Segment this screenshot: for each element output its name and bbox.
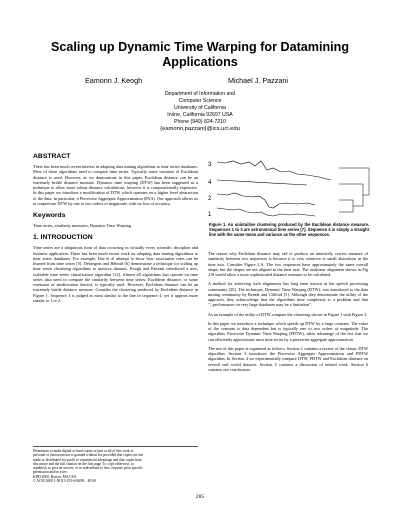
abstract-heading: ABSTRACT [33,153,71,160]
affiliation-block [120,91,280,133]
figure-label-2: 2 [208,196,212,202]
permission-line: permission and/or a fee. [33,470,68,475]
left-column [33,153,198,307]
permission-line: republish, to post on servers, or to redistribute to lists, requires prior specific [33,466,143,471]
abstract-text: There has been much recent interest in adapting data mining algorithms to time series databases. Most of these algorithms need to compare time series. Typically some variation of Euclidean distance is used. However, as we demonstrate in this paper, Euclidean distance can be an extremely brittle distance measure. Dynamic time warping (DTW) has been suggested as a technique to allow more robust distance calculations, however it is computationally expensive. In this paper we introduce a modification of DTW which operates on a higher level abstraction of the data, in particular, a Piecewise Aggregate Approximation (PAA). Our approach allows us to outperform DTW by one to two orders of magnitude, with no loss of accuracy. [33,164,198,206]
series-1-line [217,208,315,216]
affiliation-email: {eamonn,pazzani}@ics.uci.edu [160,126,240,132]
copyright-line: © ACM 2000 1-58113-253-6/00/08 ...$5.00 [33,479,96,484]
permission-line: this notice and the full citation on the first page. To copy otherwise, to [33,461,134,466]
permission-line: made or distributed for profit or commercial advantage and that copies bear [33,457,142,462]
affiliation-phone: Phone (949) 824-7210 [174,119,226,125]
series-2-line [217,193,315,208]
permission-notice [33,446,198,483]
right-paragraph-5: The rest of this paper is organized as follows. Section 2 contains a review of the classic DTW algorithm. Section 3 introduces the Piecewise Aggregate Approximation and PDTW algorithm. In Section 4 we experimentally compare DTW, PDTW and Euclidean distance on several real world datasets. Section 5 contains a discussion of related work. Section 6 contains our conclusions. [208,345,368,372]
author-pazzani: Michael J. Pazzani [228,76,288,85]
right-column [208,251,368,376]
series-4-line [217,180,307,185]
affiliation-dept2: Computer Science [178,98,222,104]
page-number: 285 [195,494,205,500]
intro-paragraph: Time series are a ubiquitous form of data occurring in virtually every scientific discipline and business application. There has been much recent work on adapting data mining algorithms to time series databases. For example, Das et al attempt to show how association rules can be learned from time series [5]. Debregeas and Hebrail [6] demonstrate a technique for scaling up time series clustering algorithms to massive datasets. Keogh and Pazzani introduced a new, scaleable time series classification algorithm [12]. Almost all algorithms that operate on time series data need to compute the similarity between time series. Euclidean distance, or some extension or modification thereof, is typically used. However, Euclidean distance can be an extremely brittle distance measure. Consider the clustering produced by Euclidean distance in Figure 1. Sequence 3 is judged as most similar to the line in sequence 4, yet it appears more similar to 1 or 2. [33,245,198,303]
right-paragraph-3: As an example of the utility of DTW compare the clustering shown in Figure 1 with Figure 3. [208,311,368,317]
intro-heading: 1. INTRODUCTION [33,234,93,242]
figure-1-caption: Figure 1. An unintuitive clustering produced by the Euclidean distance measure. Sequences 1 to 3 are astronomical time series [7]. Sequence 4 is simply a straight line with the same mean and variance as the other sequences. [209,222,369,238]
figure-label-4: 4 [208,180,212,186]
permission-line: Permission to make digital or hard copies of part or all of this work or [33,449,134,453]
dendrogram [339,168,369,212]
right-paragraph-2: A method for achieving such alignments has long been known in the speech processing community [20]. The technique, Dynamic Time Warping (DTW), was introduced to the data mining community by Berndt and Clifford [3]. Although they demonstrate the utility of the approach, they acknowledge that the algorithms time complexity is a problem and that "...performance on very large databases may be a limitation". [208,281,368,308]
paper-title: Scaling up Dynamic Time Warping for Datamining Applications [50,40,350,69]
affiliation-univ: University of California [174,105,226,111]
figure-1 [203,152,373,220]
permission-line: personal or classroom use is granted without fee provided that copies are not [33,453,144,458]
keywords-heading: Keywords [33,212,66,219]
keywords-text: Time series, similarity measures, Dynamic Time Warping. [33,223,132,228]
right-paragraph-1: The reason why Euclidean distance may fail to produce an intuitively correct measure of similarity between two sequences is because it is very sensitive to small distortions in the time axis. Consider Figure 2.A. The two sequences have approximately the same overall shape, but the shapes are not aligned in the time axis. The nonlinear alignment shown in Fig 2.B would allow a more sophisticated distance measure to be calculated. [208,251,368,277]
affiliation-addr: Irvine, California 92697 USA [167,112,233,118]
right-paragraph-4: In this paper we introduce a technique which speeds up DTW by a large constant. The value of the constant is data dependent but is typically one to two orders of magnitude. The algorithm, Piecewise Dynamic Time Warping (PDTW), takes advantage of the fact that we can efficiently approximate most time series by a piecewise aggregate approximation. [208,320,368,342]
series-3-line [217,161,331,180]
figure-label-1: 1 [208,212,212,218]
figure-label-3: 3 [208,162,212,168]
author-keogh: Eamonn J. Keogh [85,76,143,85]
conference-line: KDD 2000, Boston, MA USA [33,474,77,479]
affiliation-dept: Department of Information and [164,91,236,97]
